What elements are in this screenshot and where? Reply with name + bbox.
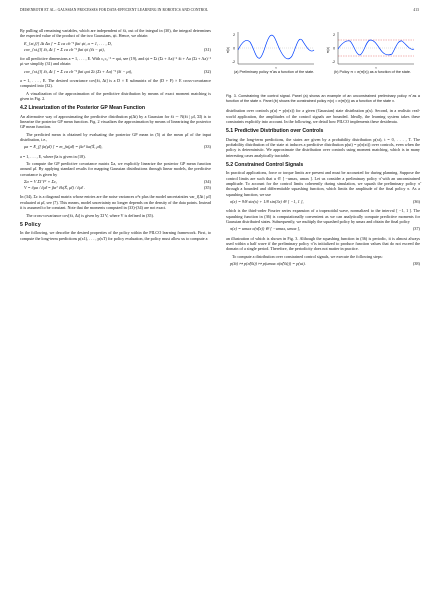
plot-constrained-policy (326, 28, 418, 70)
equation-line: μa = E_f[ fa(μ̃t) ] = m_fa(μ̃t) = βaᵀ ka(X̃, μ̃t), (24, 144, 103, 150)
y-tick: -2 (331, 60, 335, 64)
paragraph: To compute a distribution over constrained control signals, we execute the following steps: (232, 253, 383, 259)
figure-3 (226, 28, 420, 92)
y-tick: 2 (233, 33, 235, 37)
equation-line: cov_{xt,f}[ x̃t, Δt ] = Σ ca cb⁻¹ βai qai Σt (Σt + Λa)⁻¹ (x̃i − μt), (24, 68, 133, 74)
paragraph: a = 1, . . . , E, where βa is given in (18). (20, 153, 86, 159)
running-header (20, 8, 419, 14)
equation-number: (37) (412, 226, 420, 232)
equation-number: (34) (203, 179, 211, 185)
equation-number: (33) (203, 144, 211, 150)
constrained-policy-curve (338, 40, 414, 55)
left-column (20, 28, 211, 243)
figure-caption: Fig. 3. Constraining the control signal. Panel (a) shows an example of an unconstrained preliminary policy π̃ as a function of the state x. Panel (b) shows the constrained policy π(x) = σ(π̃(x)) as a function of the state x. (226, 94, 420, 103)
equation-number: (32) (203, 68, 211, 74)
equation-line: Σa = V Σ̃t Vᵀ + Σε, (24, 179, 57, 185)
y-tick: 2 (333, 33, 335, 37)
paragraph: a = 1, . . . , E. The desired covariance cov[x̃t, Δt] is a D × E submatrix of the (D + F) × E cross-covariance computed into (32). (20, 77, 211, 89)
panel-a-caption: (a) Preliminary policy π̃ as a function of the state. (234, 70, 315, 74)
paragraph: A visualization of the approximation of the predictive distribution by means of exact moment matching is given in Fig. 2. (20, 90, 211, 102)
running-title: DEISENROTH ET AL.: GAUSSIAN PROCESSES FOR DATA-EFFICIENT LEARNING IN ROBOTICS AND CONTROL (20, 8, 209, 12)
panel-b-caption: (b) Policy π = σ(π̃(x)) as a function of the state. (334, 70, 411, 74)
paragraph: for all predictive dimensions a = 1, . . . , E. With c₁c₂⁻¹ = qai, see (19), and ψi = Σt (Σt + Λa)⁻¹ x̃i + Λa (Σt + Λa)⁻¹ μt we simplify (31) and obtain (20, 56, 211, 67)
y-axis-label: π̃(x) (226, 46, 230, 54)
equation-line: σ(x) = 9/8 sin(x) + 1/8 sin(3x) ∈ [ −1, 1 ], (230, 199, 304, 205)
paragraph: By pulling all remaining variables, which are independent of x̃t, out of the integral in (30), the integral determines the expected value of the product of the two Gaussians, ψi. Hence, we obtain (20, 28, 211, 39)
equation-37 (226, 226, 420, 232)
equation-number: (35) (203, 185, 211, 191)
y-tick: 0 (233, 46, 235, 51)
x-axis-label: x (275, 65, 277, 70)
equation-number: (36) (412, 199, 420, 205)
equation-36 (226, 199, 420, 205)
equation-line: π(x) = umax σ(π̃(x)) ∈ [ −umax, umax ], (230, 226, 301, 232)
plot-preliminary-policy (226, 28, 318, 70)
y-tick: -2 (231, 60, 235, 64)
paragraph: In practical applications, force or torque limits are present and must be accounted for during planning. Suppose the control limits are such that u ∈ [ −umax, umax ]. Let us consider a preliminary policy π̃ with an unconstrained amplitude. To account for the control limits coherently during simulation, we squash the preliminary policy π̃ through a bounded and differentiable squashing function, which limits the amplitude of the final policy π. As a squashing function, we use (226, 170, 420, 197)
equation-line: cov_{xt,f}[ x̃t, Δt ] = Σ ca cb⁻¹ βai ψi (x̃t − μt), (24, 46, 105, 52)
section-heading: 5 Policy (20, 221, 41, 228)
section-heading: 5.2 Constrained Control Signals (226, 162, 304, 168)
paragraph: In (34), Σε is a diagonal matrix whose entries are the noise variances σ²ε plus the model uncertainties var_f[Δt | μ̃t] evaluated at μ̃t, see (7). This means, model uncertainty no longer depends on the density of the data points. Instead it is assumed to be constant. Note that the moments computed in (33)-(34) are not exact. (20, 194, 211, 211)
figure-panel-a (226, 28, 318, 80)
y-tick: 0 (333, 46, 335, 51)
preliminary-policy-curve (238, 35, 314, 59)
right-column (226, 28, 420, 270)
equation-number: (38) (412, 260, 420, 266)
equation-line: V = ∂μa / ∂μ̃t = βaᵀ ∂k(X̃, μ̃t) / ∂μ̃t . (24, 185, 85, 191)
section-heading: 4.2 Linearization of the Posterior GP Mean Function (20, 105, 146, 112)
figure-panel-b (326, 28, 418, 80)
paragraph: In the following, we describe the desired properties of the policy within the PILCO learning framework. First, to compute the long-term predictions p(x1), . . . , p(xT) for policy evaluation, the policy must allow us to compute a (20, 230, 211, 241)
paragraph: An alternative way of approximating the predictive distribution p(Δt) by a Gaussian for x̃t ∼ N(x̃t | μ̃t, Σ̃t) is to linearize the posterior GP mean function. Fig. 2 visualizes the approximation by means of linearizing the posterior GP mean function. (20, 113, 211, 130)
equation-line: p(x̃t) ↦ p(π̃(x̃t)) ↦ p(umax σ(π̃(x̃t))) = p(ut). (230, 260, 306, 266)
section-heading: 5.1 Predictive Distribution over Controls (226, 128, 324, 135)
paragraph: To compute the GP predictive covariance matrix Σa, we explicitly linearize the posterior GP mean function around μ̃t. By applying standard results for mapping Gaussian distributions through linear models, the predictive covariance is given by (20, 161, 211, 177)
equation-34-35 (20, 179, 211, 191)
equation-number: (31) (203, 46, 211, 52)
equation-38 (226, 261, 420, 267)
x-axis-label: x (375, 65, 377, 70)
paragraph: which is the third-order Fourier series expansion of a trapezoidal wave, normalized to the interval [ −1, 1 ]. The squashing function in (36) is computationally convenient as we can analytically compute predictive moments for Gaussian distributed states. Subsequently, we multiply the squashed policy by umax and obtain the final policy (226, 208, 420, 225)
paragraph: The predicted mean is obtained by evaluating the posterior GP mean in (5) at the mean μ̃t of the input distribution, i.e., (20, 131, 211, 143)
paragraph: During the long-term predictions, the states are given by a probability distribution p(xt), t = 0, . . . , T. The probability distribution of the state xt induces a predictive distribution p(ut) = p(π(xt)) over controls, even when the policy is deterministic. We approximate the distribution over controls using moment matching, which is in many interesting cases analytically tractable. (226, 136, 420, 158)
paragraph: an illustration of which is shown in Fig. 3. Although the squashing function in (36) is periodic, it is almost always used within a half wave if the preliminary policy π̃ is initialized to produce function values that do not exceed the domain of a single period. Therefore, the periodicity does not matter in practice. (226, 235, 420, 252)
page-number: 413 (413, 8, 419, 12)
y-axis-label: π(x) (326, 46, 330, 54)
paragraph: distribution over controls p(u) = p(π(x)) for a given (Gaussian) state distribution p(x). Second, in a realistic real-world application, the amplitudes of the control signals are bounded. Ideally, the learning system takes these constraints explicitly into account. In the following, we detail how PILCO implements these desiderata. (226, 108, 420, 124)
equation-line: E_{xt,f}[ Δt Δa ] = Σ ca cb⁻¹ βai ψi, a = 1, . . . , D, (24, 40, 112, 46)
equation-32 (20, 69, 211, 75)
equation-33 (20, 144, 211, 150)
equation-31 (20, 41, 211, 53)
paragraph: The cross-covariance cov[x̃t, Δt] is given by Σ̃t V, where V is defined in (35). (26, 212, 154, 218)
